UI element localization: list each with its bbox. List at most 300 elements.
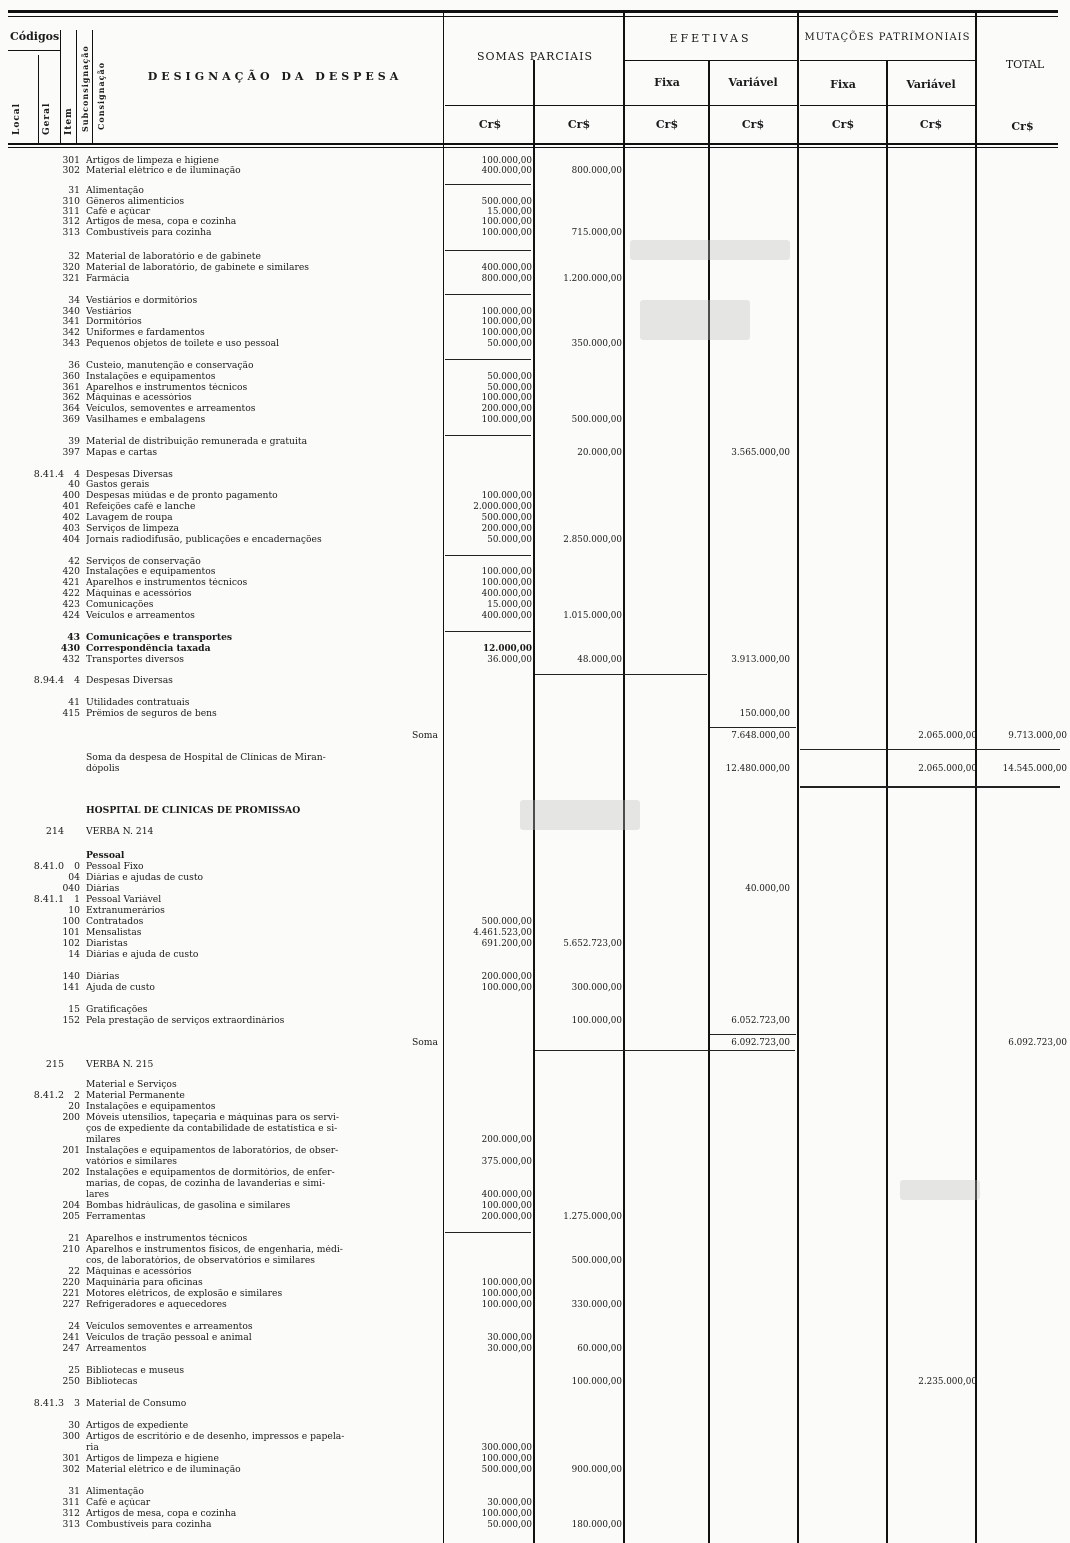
item-code: 101 bbox=[62, 927, 80, 938]
item-code: 300 bbox=[62, 1431, 80, 1442]
designacao-text: VERBA N. 214 bbox=[86, 827, 154, 837]
designacao-text: Aparelhos e instrumentos técnicos bbox=[86, 578, 248, 588]
table-row bbox=[0, 1212, 1070, 1222]
soma-parcial-2-value: 800.000,00 bbox=[571, 166, 622, 176]
designacao-text: Mensalistas bbox=[86, 928, 142, 938]
soma-parcial-1-value: 500.000,00 bbox=[481, 513, 532, 523]
designacao-text: Instalações e equipamentos bbox=[86, 567, 216, 577]
table-row bbox=[0, 1016, 1070, 1026]
item-code: 2 bbox=[74, 1090, 80, 1101]
subtotal-rule bbox=[445, 435, 531, 436]
designacao-text: Material de Consumo bbox=[86, 1399, 187, 1409]
soma-rule bbox=[800, 786, 1060, 788]
table-row bbox=[0, 806, 1070, 816]
soma-parcial-1-value: 100.000,00 bbox=[481, 1289, 532, 1299]
table-row bbox=[0, 166, 1070, 176]
designacao-text: Máquinas e acessórios bbox=[86, 1267, 192, 1277]
item-code: 311 bbox=[62, 1497, 80, 1508]
soma-parcial-2-value: 350.000,00 bbox=[571, 339, 622, 349]
item-code: 152 bbox=[62, 1015, 80, 1026]
soma-parcial-1-value: 4.461.523,00 bbox=[473, 928, 532, 938]
table-row bbox=[0, 698, 1070, 708]
local-code: 8.41.1 bbox=[33, 894, 64, 905]
designacao-text: Máquinas e acessórios bbox=[86, 393, 192, 403]
soma-parcial-1-value: 100.000,00 bbox=[481, 1201, 532, 1211]
item-code: 320 bbox=[62, 262, 80, 273]
currency-mutacoes-variavel: Cr$ bbox=[919, 118, 943, 131]
designacao-text: Motores elétricos, de explosão e similares bbox=[86, 1289, 283, 1299]
designacao-text: Serviços de conservação bbox=[86, 557, 201, 567]
designacao-text: Maquinária para oficinas bbox=[86, 1278, 203, 1288]
table-row bbox=[0, 1454, 1070, 1464]
table-row bbox=[0, 1124, 1070, 1134]
designacao-text: Pessoal bbox=[86, 851, 125, 861]
item-code: 32 bbox=[68, 251, 80, 262]
soma-parcial-1-value: 30.000,00 bbox=[487, 1498, 532, 1508]
soma-parcial-2-value: 300.000,00 bbox=[571, 983, 622, 993]
item-code: 361 bbox=[62, 382, 80, 393]
item-code: 4 bbox=[74, 469, 80, 480]
table-row bbox=[0, 873, 1070, 883]
soma-parcial-1-value: 100.000,00 bbox=[481, 307, 532, 317]
item-code: 400 bbox=[62, 490, 80, 501]
item-code: 424 bbox=[62, 610, 80, 621]
table-row bbox=[0, 470, 1070, 480]
soma-parcial-1-value: 800.000,00 bbox=[481, 274, 532, 284]
designacao-text: Material e Serviços bbox=[86, 1080, 177, 1090]
soma-parcial-1-value: 400.000,00 bbox=[481, 166, 532, 176]
item-code: 362 bbox=[62, 392, 80, 403]
table-row bbox=[0, 983, 1070, 993]
efetiva-variavel-value: 150.000,00 bbox=[739, 709, 790, 719]
soma-parcial-1-value: 375.000,00 bbox=[481, 1157, 532, 1167]
table-row bbox=[0, 1465, 1070, 1475]
item-code: 41 bbox=[68, 697, 80, 708]
item-code: 39 bbox=[68, 436, 80, 447]
designacao-text: Artigos de limpeza e higiene bbox=[86, 1454, 219, 1464]
efetiva-variavel-value: 3.565.000,00 bbox=[731, 448, 790, 458]
total-value: 9.713.000,00 bbox=[1008, 731, 1067, 741]
table-row bbox=[0, 1520, 1070, 1530]
designacao-text: Refrigeradores e aquecedores bbox=[86, 1300, 227, 1310]
designacao-text: Uniformes e fardamentos bbox=[86, 328, 205, 338]
table-row bbox=[0, 1267, 1070, 1277]
table-row bbox=[0, 156, 1070, 166]
item-code: 22 bbox=[68, 1266, 80, 1277]
soma-parcial-1-value: 30.000,00 bbox=[487, 1344, 532, 1354]
designacao-text: Comunicações bbox=[86, 600, 154, 610]
item-code: 313 bbox=[62, 1519, 80, 1530]
designacao-text: Veículos semoventes e arreamentos bbox=[86, 1322, 253, 1332]
local-code: 8.41.2 bbox=[33, 1090, 64, 1101]
designacao-text: Jornais radiodifusão, publicações e encadernações bbox=[86, 535, 322, 545]
soma-parcial-2-value: 1.200.000,00 bbox=[563, 274, 622, 284]
designacao-text: Material de laboratório, de gabinete e similares bbox=[86, 263, 309, 273]
col-sep-mutacoes bbox=[797, 10, 799, 1543]
designacao-text: Instalações e equipamentos de laboratórios, de obser- bbox=[86, 1146, 339, 1156]
item-code: 34 bbox=[68, 295, 80, 306]
designacao-text: Pessoal Variável bbox=[86, 895, 162, 905]
designacao-text: Pequenos objetos de toilete e uso pessoal bbox=[86, 339, 280, 349]
designacao-text: Veículos e arreamentos bbox=[86, 611, 195, 621]
item-code: 403 bbox=[62, 523, 80, 534]
table-row bbox=[0, 1038, 1070, 1048]
soma-parcial-1-value: 200.000,00 bbox=[481, 404, 532, 414]
item-code: 310 bbox=[62, 196, 80, 207]
soma-parcial-2-value: 100.000,00 bbox=[571, 1377, 622, 1387]
designacao-text: Instalações e equipamentos bbox=[86, 372, 216, 382]
designacao-text: Pela prestação de serviços extraordinários bbox=[86, 1016, 285, 1026]
table-row bbox=[0, 972, 1070, 982]
designacao-text: Farmácia bbox=[86, 274, 130, 284]
designacao-text: Móveis utensílios, tapeçaria e máquinas para os servi- bbox=[86, 1113, 339, 1123]
designacao-text: Café e açúcar bbox=[86, 1498, 151, 1508]
item-code: 404 bbox=[62, 534, 80, 545]
designacao-text: marias, de copas, de cozinha de lavanderias e simi- bbox=[86, 1179, 326, 1189]
designacao-text: Utilidades contratuais bbox=[86, 698, 190, 708]
table-row bbox=[0, 862, 1070, 872]
item-code: 14 bbox=[68, 949, 80, 960]
table-row bbox=[0, 1234, 1070, 1244]
currency-somas-2: Cr$ bbox=[567, 118, 591, 131]
item-code: 24 bbox=[68, 1321, 80, 1332]
soma-parcial-1-value: 100.000,00 bbox=[481, 491, 532, 501]
designacao-text: Bombas hidráulicas, de gasolina e similares bbox=[86, 1201, 291, 1211]
soma-parcial-2-value: 900.000,00 bbox=[571, 1465, 622, 1475]
item-code: 040 bbox=[62, 883, 80, 894]
item-code: 43 bbox=[67, 632, 80, 643]
designacao-text: Artigos de expediente bbox=[86, 1421, 189, 1431]
designacao-text: Instalações e equipamentos de dormitórios, de enfer- bbox=[86, 1168, 335, 1178]
table-row bbox=[0, 491, 1070, 501]
item-code: 364 bbox=[62, 403, 80, 414]
efetiva-variavel-value: 6.092.723,00 bbox=[731, 1038, 790, 1048]
item-code: 21 bbox=[68, 1233, 80, 1244]
item-code: 360 bbox=[62, 371, 80, 382]
table-row bbox=[0, 589, 1070, 599]
table-row bbox=[0, 296, 1070, 306]
soma-rule bbox=[710, 727, 796, 728]
designacao-text: Bibliotecas e museus bbox=[86, 1366, 185, 1376]
item-code: 241 bbox=[62, 1332, 80, 1343]
table-row bbox=[0, 328, 1070, 338]
col-sep-codes bbox=[60, 30, 61, 145]
item-code: 200 bbox=[62, 1112, 80, 1123]
item-code: 210 bbox=[62, 1244, 80, 1255]
currency-total: Cr$ bbox=[1011, 120, 1034, 133]
soma-parcial-1-value: 300.000,00 bbox=[481, 1443, 532, 1453]
subtotal-rule bbox=[445, 555, 531, 556]
item-code: 302 bbox=[62, 165, 80, 176]
local-code: 214 bbox=[45, 826, 64, 837]
table-row bbox=[0, 633, 1070, 643]
currency-efetivas-variavel: Cr$ bbox=[741, 118, 765, 131]
table-row bbox=[0, 1333, 1070, 1343]
item-code: 342 bbox=[62, 327, 80, 338]
top-rule bbox=[8, 10, 1058, 13]
designacao-text: Serviços de limpeza bbox=[86, 524, 180, 534]
designacao-text: Despesas Diversas bbox=[86, 470, 173, 480]
designacao-text: Material elétrico e de iluminação bbox=[86, 166, 241, 176]
item-code: 4 bbox=[74, 675, 80, 686]
local-code: 215 bbox=[45, 1059, 64, 1070]
table-row bbox=[0, 1201, 1070, 1211]
efetiva-variavel-value: 40.000,00 bbox=[745, 884, 790, 894]
table-row bbox=[0, 480, 1070, 490]
table-row bbox=[0, 1509, 1070, 1519]
designacao-text: Prêmios de seguros de bens bbox=[86, 709, 217, 719]
designacao-text: Gêneros alimentícios bbox=[86, 197, 185, 207]
table-row bbox=[0, 252, 1070, 262]
soma-parcial-1-value: 100.000,00 bbox=[481, 1278, 532, 1288]
header-consignacao: Consignação bbox=[96, 61, 106, 130]
designacao-text: Dormitórios bbox=[86, 317, 142, 327]
item-code: 141 bbox=[62, 982, 80, 993]
item-code: 415 bbox=[62, 708, 80, 719]
table-row bbox=[0, 1245, 1070, 1255]
soma-parcial-1-value: 100.000,00 bbox=[481, 1509, 532, 1519]
soma-parcial-2-value: 60.000,00 bbox=[577, 1344, 622, 1354]
designacao-text: Veículos de tração pessoal e animal bbox=[86, 1333, 252, 1343]
designacao-text: Bibliotecas bbox=[86, 1377, 138, 1387]
item-code: 302 bbox=[62, 1464, 80, 1475]
item-code: 430 bbox=[60, 643, 80, 654]
header-rule-efetivas bbox=[625, 60, 797, 61]
designacao-text: Vestiários e dormitórios bbox=[86, 296, 198, 306]
table-row bbox=[0, 1443, 1070, 1453]
col-sep-total bbox=[975, 10, 977, 1543]
table-row bbox=[0, 1091, 1070, 1101]
table-row bbox=[0, 339, 1070, 349]
table-row bbox=[0, 917, 1070, 927]
mutacao-variavel-value: 2.235.000,00 bbox=[918, 1377, 977, 1387]
efetiva-variavel-value: 6.052.723,00 bbox=[731, 1016, 790, 1026]
table-row bbox=[0, 1102, 1070, 1112]
table-row bbox=[0, 1278, 1070, 1288]
item-code: 31 bbox=[68, 1486, 80, 1497]
table-row bbox=[0, 578, 1070, 588]
soma-parcial-1-value: 400.000,00 bbox=[481, 589, 532, 599]
designacao-text: Comunicações e transportes bbox=[86, 633, 233, 643]
designacao-text: Material Permanente bbox=[86, 1091, 185, 1101]
designacao-text: dópolis bbox=[86, 764, 120, 774]
item-code: 312 bbox=[62, 1508, 80, 1519]
table-row bbox=[0, 207, 1070, 217]
designacao-text: Instalações e equipamentos bbox=[86, 1102, 216, 1112]
designacao-text: Diárias bbox=[86, 884, 120, 894]
soma-parcial-1-value: 100.000,00 bbox=[481, 983, 532, 993]
designacao-text: Vestiários bbox=[86, 307, 132, 317]
soma-parcial-1-value: 15.000,00 bbox=[487, 207, 532, 217]
table-row bbox=[0, 415, 1070, 425]
item-code: 227 bbox=[62, 1299, 80, 1310]
item-code: 220 bbox=[62, 1277, 80, 1288]
item-code: 10 bbox=[68, 905, 80, 916]
item-code: 3 bbox=[74, 1398, 80, 1409]
table-row bbox=[0, 851, 1070, 861]
designacao-text: Alimentação bbox=[86, 1487, 144, 1497]
table-row bbox=[0, 644, 1070, 654]
designacao-text: Máquinas e acessórios bbox=[86, 589, 192, 599]
table-row bbox=[0, 197, 1070, 207]
item-code: 140 bbox=[62, 971, 80, 982]
table-row bbox=[0, 263, 1070, 273]
table-row bbox=[0, 307, 1070, 317]
designacao-text: Soma da despesa de Hospital de Clínicas de Miran- bbox=[86, 753, 326, 763]
item-code: 201 bbox=[62, 1145, 80, 1156]
soma-parcial-1-value: 50.000,00 bbox=[487, 1520, 532, 1530]
header-efetivas-fixa: Fixa bbox=[654, 76, 680, 89]
designacao-text: Diárias e ajuda de custo bbox=[86, 950, 199, 960]
designacao-text: lares bbox=[86, 1190, 109, 1200]
item-code: 341 bbox=[62, 316, 80, 327]
designacao-text: Artigos de mesa, copa e cozinha bbox=[86, 1509, 237, 1519]
designacao-text: Lavagem de roupa bbox=[86, 513, 173, 523]
table-row bbox=[0, 393, 1070, 403]
header-efetivas: EFETIVAS bbox=[669, 32, 752, 45]
designacao-text: Despesas Diversas bbox=[86, 676, 173, 686]
table-row bbox=[0, 535, 1070, 545]
soma-parcial-1-value: 15.000,00 bbox=[487, 600, 532, 610]
soma-rule bbox=[535, 1050, 795, 1051]
soma-parcial-1-value: 100.000,00 bbox=[481, 415, 532, 425]
table-row bbox=[0, 1168, 1070, 1178]
soma-parcial-2-value: 5.652.723,00 bbox=[563, 939, 622, 949]
soma-rule bbox=[800, 749, 1060, 750]
soma-parcial-1-value: 100.000,00 bbox=[481, 228, 532, 238]
item-code: 102 bbox=[62, 938, 80, 949]
item-code: 0 bbox=[74, 861, 80, 872]
soma-parcial-1-value: 100.000,00 bbox=[481, 317, 532, 327]
table-row bbox=[0, 437, 1070, 447]
designacao-text: Aparelhos e instrumentos técnicos bbox=[86, 1234, 248, 1244]
header-somas-parciais: SOMAS PARCIAIS bbox=[477, 50, 593, 63]
item-code: 369 bbox=[62, 414, 80, 425]
table-row bbox=[0, 600, 1070, 610]
soma-parcial-1-value: 100.000,00 bbox=[481, 567, 532, 577]
item-code: 397 bbox=[62, 447, 80, 458]
soma-parcial-2-value: 330.000,00 bbox=[571, 1300, 622, 1310]
header-item: Item bbox=[64, 107, 74, 135]
item-code: 340 bbox=[62, 306, 80, 317]
col-sep-codes-3 bbox=[76, 30, 77, 145]
table-row bbox=[0, 1432, 1070, 1442]
table-row bbox=[0, 383, 1070, 393]
designacao-text: cos, de laboratórios, de observatórios e similares bbox=[86, 1256, 316, 1266]
designacao-text: Ferramentas bbox=[86, 1212, 146, 1222]
designacao-text: Diárias bbox=[86, 972, 120, 982]
item-code: 421 bbox=[62, 577, 80, 588]
table-row bbox=[0, 1366, 1070, 1376]
local-code: 8.41.0 bbox=[33, 861, 64, 872]
designacao-text: VERBA N. 215 bbox=[86, 1060, 154, 1070]
item-code: 312 bbox=[62, 216, 80, 227]
item-code: 343 bbox=[62, 338, 80, 349]
soma-parcial-1-value: 50.000,00 bbox=[487, 372, 532, 382]
soma-parcial-1-value: 30.000,00 bbox=[487, 1333, 532, 1343]
subtotal-rule bbox=[445, 1232, 531, 1233]
efetiva-variavel-value: 3.913.000,00 bbox=[731, 655, 790, 665]
table-row bbox=[0, 274, 1070, 284]
designacao-text: Combustíveis para cozinha bbox=[86, 228, 212, 238]
table-row bbox=[0, 1060, 1070, 1070]
soma-parcial-2-value: 1.275.000,00 bbox=[563, 1212, 622, 1222]
header-codigos-rule bbox=[8, 50, 60, 51]
col-sep-efetivas bbox=[623, 10, 625, 1543]
header-subconsignacao: Subconsignação bbox=[80, 45, 90, 132]
table-row bbox=[0, 228, 1070, 238]
table-row bbox=[0, 513, 1070, 523]
table-row bbox=[0, 611, 1070, 621]
item-code: 432 bbox=[62, 654, 80, 665]
item-code: 221 bbox=[62, 1288, 80, 1299]
item-code: 422 bbox=[62, 588, 80, 599]
designacao-text: Material de distribuição remunerada e gratuita bbox=[86, 437, 308, 447]
designacao-text: Material elétrico e de iluminação bbox=[86, 1465, 241, 1475]
item-code: 301 bbox=[62, 155, 80, 166]
table-row bbox=[0, 676, 1070, 686]
table-row bbox=[0, 928, 1070, 938]
total-value: 6.092.723,00 bbox=[1008, 1038, 1067, 1048]
subtotal-rule bbox=[445, 294, 531, 295]
subtotal-rule bbox=[445, 184, 531, 185]
designacao-text: vatórios e similares bbox=[86, 1157, 178, 1167]
table-row bbox=[0, 372, 1070, 382]
table-row bbox=[0, 1135, 1070, 1145]
designacao-text: Vasilhames e embalagens bbox=[86, 415, 206, 425]
local-code: 8.41.3 bbox=[33, 1398, 64, 1409]
soma-parcial-1-value: 100.000,00 bbox=[481, 156, 532, 166]
table-row bbox=[0, 1498, 1070, 1508]
table-row bbox=[0, 448, 1070, 458]
soma-label: Soma bbox=[411, 731, 438, 741]
table-row bbox=[0, 1289, 1070, 1299]
efetiva-variavel-value: 7.648.000,00 bbox=[731, 731, 790, 741]
designacao-text: Contratados bbox=[86, 917, 144, 927]
soma-parcial-1-value: 2.000.000,00 bbox=[473, 502, 532, 512]
designacao-text: Aparelhos e instrumentos técnicos bbox=[86, 383, 248, 393]
header-designacao: DESIGNAÇÃO DA DESPESA bbox=[147, 70, 403, 83]
mutacao-variavel-value: 2.065.000,00 bbox=[918, 731, 977, 741]
soma-parcial-2-value: 715.000,00 bbox=[571, 228, 622, 238]
soma-parcial-2-value: 2.850.000,00 bbox=[563, 535, 622, 545]
table-row bbox=[0, 1179, 1070, 1189]
designacao-text: Extranumerários bbox=[86, 906, 165, 916]
header-codigos: Códigos bbox=[10, 30, 60, 43]
item-code: 42 bbox=[68, 556, 80, 567]
header-mutacoes: MUTAÇÕES PATRIMONIAIS bbox=[804, 32, 971, 43]
soma-label: Soma bbox=[411, 1038, 438, 1048]
table-row bbox=[0, 1080, 1070, 1090]
item-code: 36 bbox=[68, 360, 80, 371]
table-row bbox=[0, 1157, 1070, 1167]
table-row bbox=[0, 753, 1070, 763]
designacao-text: Artigos de limpeza e higiene bbox=[86, 156, 219, 166]
col-sep-somas bbox=[443, 10, 444, 1543]
designacao-text: Mapas e cartas bbox=[86, 448, 158, 458]
designacao-text: Ajuda de custo bbox=[86, 983, 155, 993]
soma-parcial-1-value: 100.000,00 bbox=[481, 217, 532, 227]
subtotal-rule bbox=[445, 359, 531, 360]
table-row bbox=[0, 1190, 1070, 1200]
item-code: 402 bbox=[62, 512, 80, 523]
item-code: 15 bbox=[68, 1004, 80, 1015]
soma-parcial-1-value: 500.000,00 bbox=[481, 917, 532, 927]
subtotal-rule bbox=[445, 631, 531, 632]
soma-parcial-2-value: 1.015.000,00 bbox=[563, 611, 622, 621]
header-efetivas-variavel: Variável bbox=[728, 76, 778, 89]
table-row bbox=[0, 895, 1070, 905]
